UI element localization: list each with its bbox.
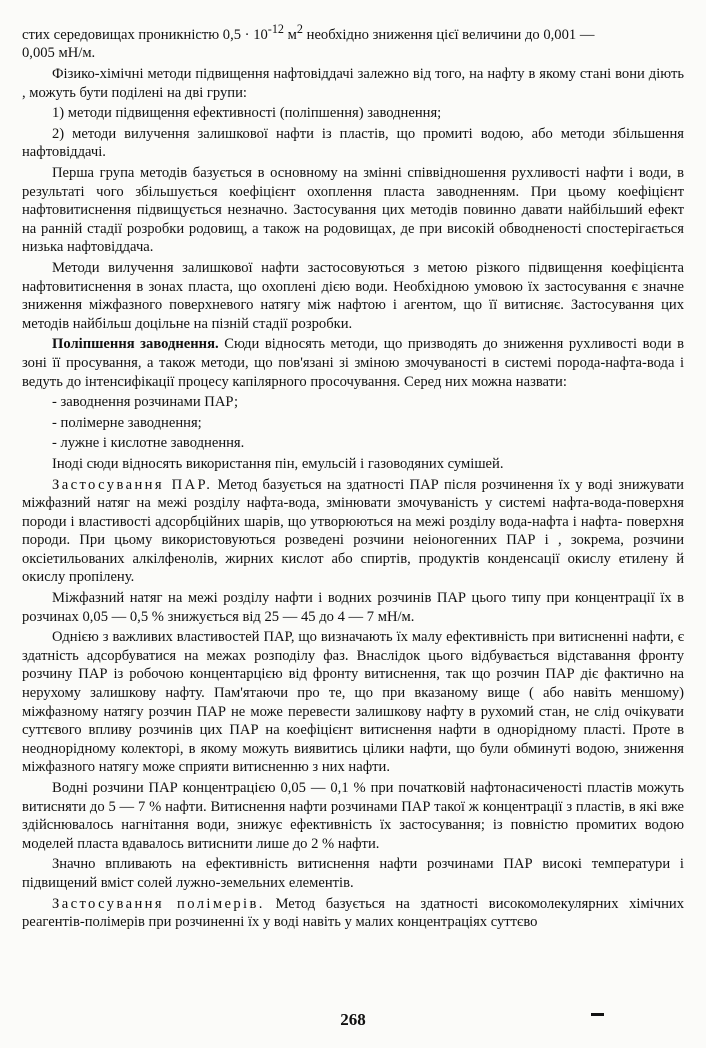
paragraph-polymer-method: Застосування полімерів. Метод базується на здатності високомолекулярних хімічних реагентів-полімерів при розчиненні їх у воді навіть у малих концентраціях суттєво <box>22 895 684 931</box>
list-item-alkaline: - лужне і кислотне заводнення. <box>52 435 245 452</box>
list-item-polymer: - полімерне заводнення; <box>52 414 202 431</box>
paragraph-residual-oil: Методи вилучення залишкової нафти застосовуються з метою різкого підвищення коефіцієнта нафтовитиснення в зонах пласта, що охоплені дією води. Необхідною умовою їх застосування є значне зниження міжфазного поверхневого натягу між нафтою і агентом, що її витисняє. Застосування цих методів найбільш доцільне на пізній стадії розробки. <box>22 259 684 332</box>
paragraph-interfacial-tension: Міжфазний натяг на межі розділу нафти і водних розчинів ПАР цього типу при концентрації їх в розчинах 0,05 — 0,5 % знижується від 25 — 45 до 4 — 7 мН/м. <box>22 590 684 625</box>
paragraph-adsorption: Однією з важливих властивостей ПАР, що визначають їх малу ефективність при витисненні нафти, є здатність адсорбуватися на межах розподілу фаз. Внаслідок цього відбувається відставання фронту розчину ПАР із робочою концентарцією від фронту витиснення, так що розчин ПАР діє фактично на нерухому залишкову нафту. Пам'ятаючи про те, що при вказаному вище ( або навіть меншому) міжфазному натягу розчин ПАР не може перевести залишкову нафту в рухомий стан, не слід очікувати суттєвого впливу розчинів цих ПАР на коефіцієнт витиснення нафти в однорідному пласті. Проте в неоднорідному колекторі, в якому можуть виявитись цілики нафти, що були обминуті водою, зниження міжфазного натягу може сприяти витисненню з них нафти. <box>22 629 684 776</box>
list-item-group-1: 1) методи підвищення ефективності (поліпшення) заводнення; <box>52 105 442 122</box>
section-heading-waterflood: Поліпшення заводнення. <box>52 336 219 353</box>
paragraph-temperature-salts: Значно впливають на ефективність витиснення нафти розчинами ПАР високі температури і підвищений вміст солей лужно-земельних елементів. <box>22 856 684 891</box>
section-heading-polymer: Застосування полімерів. <box>52 895 265 912</box>
paragraph-solutions-efficiency: Водні розчини ПАР концентрацією 0,05 — 0,1 % при початковій нафтонасиченості пластів можуть витисняти до 5 — 7 % нафти. Витиснення нафти розчинами ПАР такої ж концентрації з пластів, в які вже здійснювалось нагнітання води, знижує ефективність їх застосування; із повністю промитих водою моделей пласта вдавалось витиснити лише до 2 % нафти. <box>22 780 684 852</box>
paragraph-first-group: Перша група методів базується в основному на змінні співвідношення рухливості нафти і води, в результаті чого збільшується коефіцієнт охоплення пласта заводненням. При цьому коефіцієнт нафтовитиснення підвищується незначно. Застосування цих методів повинно давати найбільший ефект на ранній стадії розробки родовищ, а також на родовищах, де при високій обводненості спостерігається низька нафтовіддача. <box>22 165 684 256</box>
text-body <box>22 20 684 934</box>
page-number: 268 <box>340 1010 366 1029</box>
paragraph-methods-intro: Фізико-хімічні методи підвищення нафтовіддачі залежно від того, на нафту в якому стані вони діють , можуть бути поділені на дві групи: <box>22 66 684 101</box>
list-item-surfactant: - заводнення розчинами ПАР; <box>52 394 239 411</box>
scan-mark <box>591 1013 604 1016</box>
list-item-group-2: 2) методи вилучення залишкової нафти із пластів, що промиті водою, або методи збільшення нафтовіддачі. <box>22 125 684 161</box>
paragraph-continuation: стих середовищах проникністю $0,5 \cdot 10^{-12}$ $м^2$ необхідно зниження цієї величини до 0,001 — 0,005 мН/м. <box>22 22 595 62</box>
paragraph-foams: Іноді сюди відносять використання пін, емульсій і газоводяних сумішей. <box>52 455 504 472</box>
paragraph-surfactant-method: Застосування ПАР. Метод базується на здатності ПАР після розчинення їх у воді знижувати міжфазний натяг на межі розділу нафта-вода, змінювати змочуваність у системі нафта-вода-поверхня породи і властивості адсорбційних шарів, що утворюються на межі розділу вода-нафта і нафта- поверхня породи. При цьому використовуються розведені розчини неіоногенних ПАР і , зокрема, розчини оксіетильованих алкілфенолів, жирних кислот або спиртів, продуктів конденсації окислу етилену й окислу пропілену. <box>22 476 684 586</box>
paragraph-waterflood-improvement: Поліпшення заводнення. Сюди відносять методи, що призводять до зниження рухливості води в зоні її просування, а також методи, що пов'язані зі зміною змочуваності в системі порода-нафта-вода і ведуть до інтенсифікації процесу капілярного просочування. Серед них можна назвати: <box>22 336 684 390</box>
section-heading-surfactant: Застосування ПАР. <box>52 476 213 493</box>
